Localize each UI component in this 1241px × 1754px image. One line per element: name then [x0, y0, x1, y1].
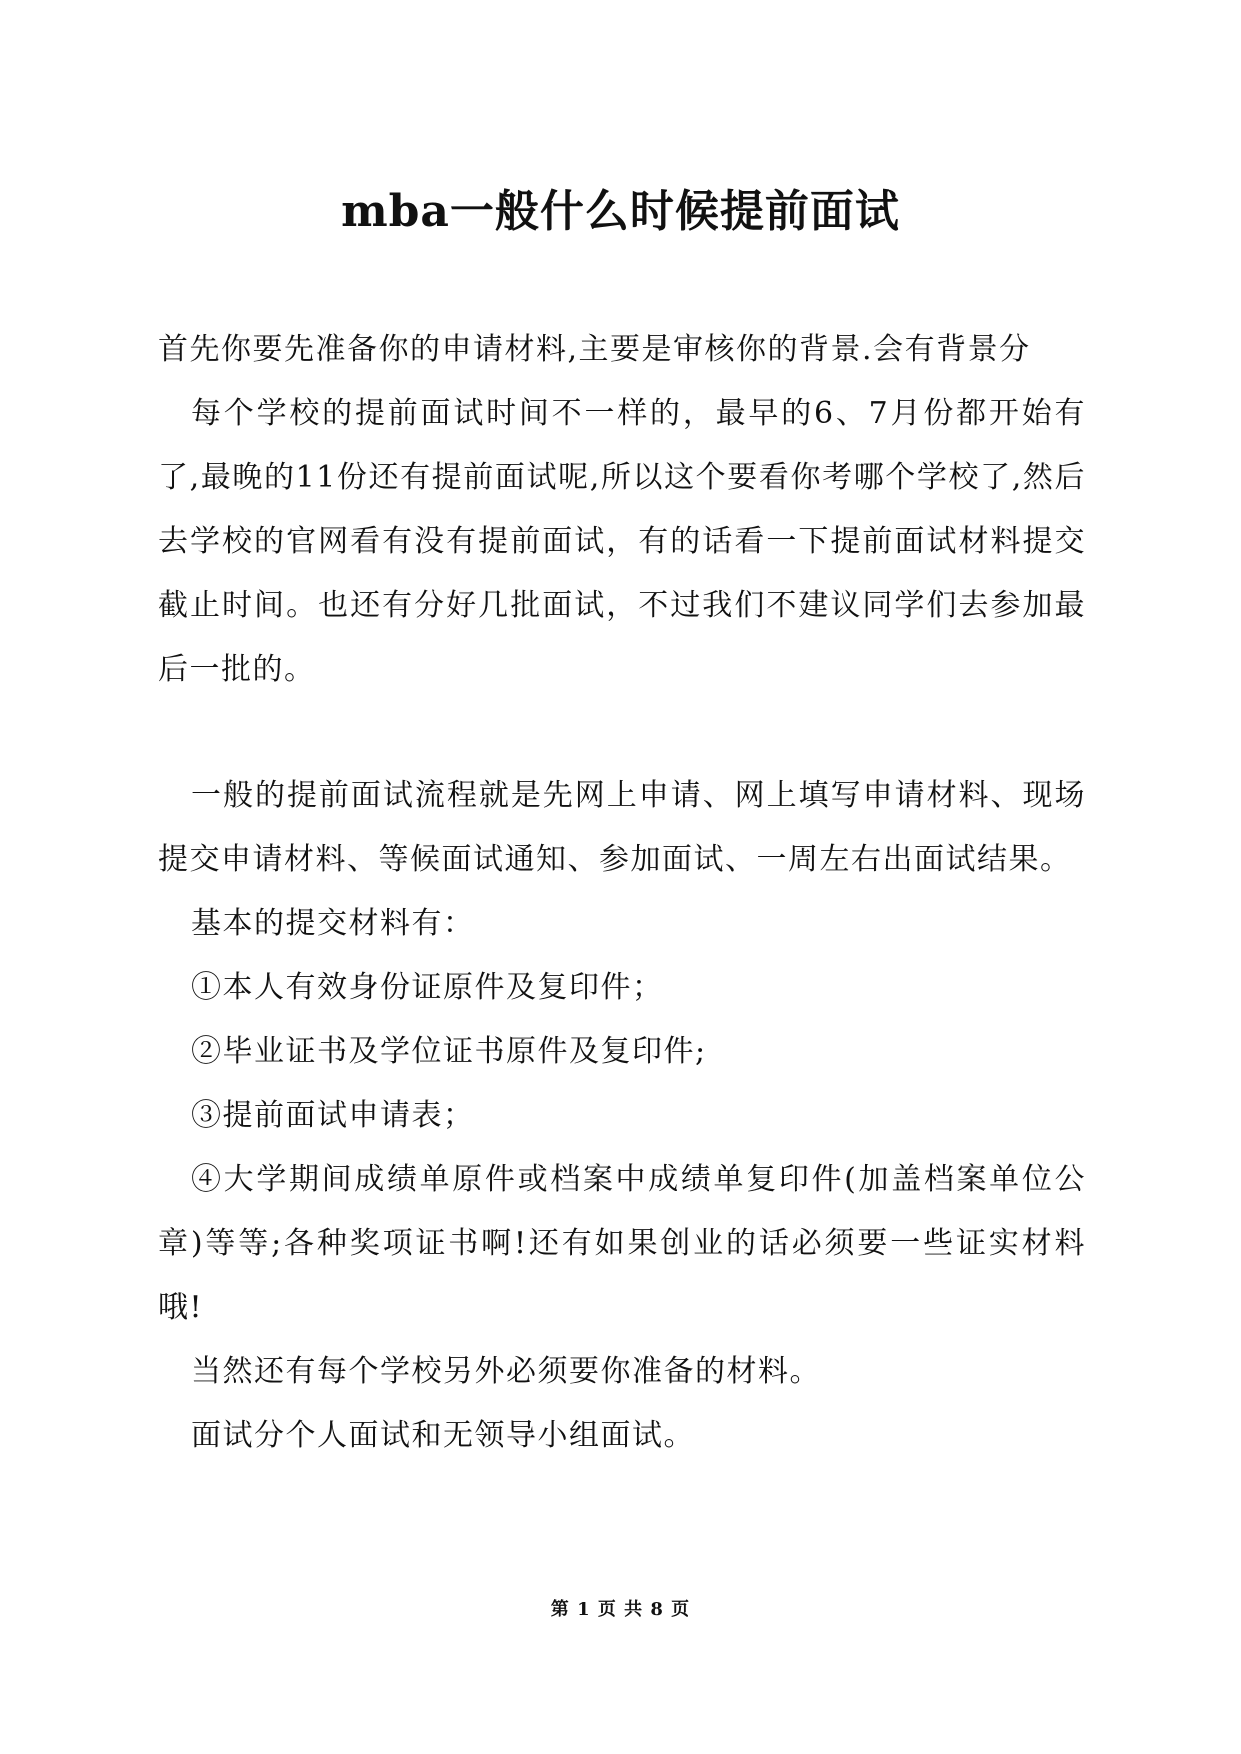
list-item-id-card: ①本人有效身份证原件及复印件； — [191, 970, 664, 1005]
paragraph-interview-timing: 每个学校的提前面试时间不一样的，最早的6、7月份都开始有了,最晚的11份还有提前面试呢,所以这个要看你考哪个学校了,然后去学校的官网看有没有提前面试，有的话看一下提前面试材料提交截止时间。也还有分好几批面试，不过我们不建议同学们去参加最后一批的。 — [158, 396, 1086, 687]
paragraph-interview-process: 一般的提前面试流程就是先网上申请、网上填写申请材料、现场提交申请材料、等候面试通知、参加面试、一周左右出面试结果。 — [158, 778, 1086, 877]
document-body — [158, 318, 1086, 1468]
list-item-application-form: ③提前面试申请表； — [191, 1098, 475, 1133]
paragraph-extra-materials: 当然还有每个学校另外必须要你准备的材料。 — [191, 1354, 821, 1389]
paragraph-interview-types: 面试分个人面试和无领导小组面试。 — [191, 1418, 695, 1453]
paragraph-gap — [158, 702, 1086, 764]
list-item-transcript: ④大学期间成绩单原件或档案中成绩单复印件(加盖档案单位公章)等等;各种奖项证书啊!还有如果创业的话必须要一些证实材料哦! — [158, 1162, 1086, 1325]
paragraph-background-note: 首先你要先准备你的申请材料,主要是审核你的背景.会有背景分 — [158, 332, 1031, 367]
document-title: mba一般什么时候提前面试 — [341, 186, 900, 237]
list-item-diploma: ②毕业证书及学位证书原件及复印件; — [191, 1034, 707, 1069]
page-footer: 第 1 页 共 8 页 — [550, 1599, 691, 1620]
paragraph-materials-heading: 基本的提交材料有： — [191, 906, 475, 941]
